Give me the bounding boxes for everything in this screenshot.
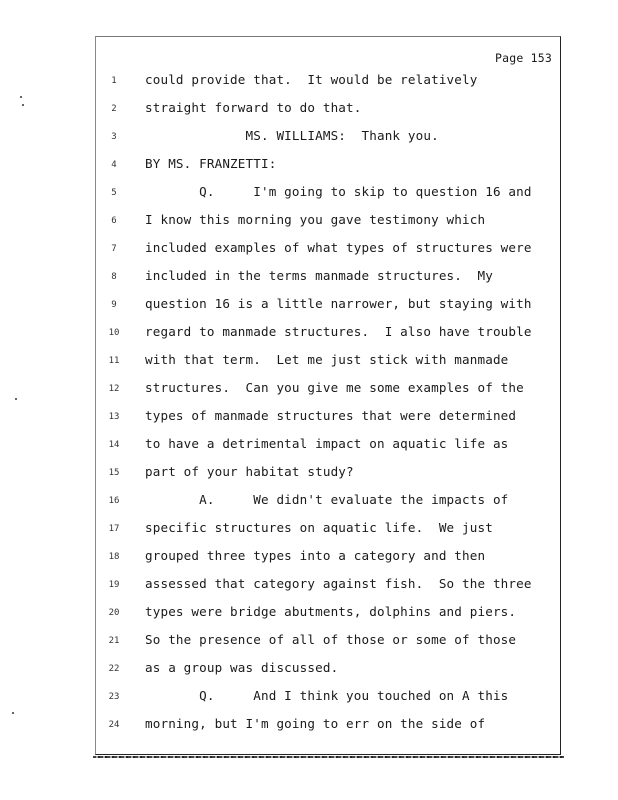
transcript-line bbox=[96, 268, 562, 288]
line-text: Q. And I think you touched on A this bbox=[145, 688, 509, 703]
transcript-line bbox=[96, 604, 562, 624]
scan-speck bbox=[22, 104, 24, 106]
line-number: 16 bbox=[108, 496, 120, 506]
transcript-line bbox=[96, 632, 562, 652]
line-number: 3 bbox=[111, 132, 117, 142]
line-number: 4 bbox=[111, 160, 117, 170]
line-number: 12 bbox=[108, 384, 120, 394]
line-text: included examples of what types of structures were bbox=[145, 240, 532, 255]
line-number: 17 bbox=[108, 524, 120, 534]
transcript-line bbox=[96, 324, 562, 344]
line-text: So the presence of all of those or some of those bbox=[145, 632, 517, 647]
line-number: 20 bbox=[108, 608, 120, 618]
line-text: question 16 is a little narrower, but staying with bbox=[145, 296, 532, 311]
line-number: 6 bbox=[111, 216, 117, 226]
line-text: MS. WILLIAMS: Thank you. bbox=[145, 128, 439, 143]
line-text: part of your habitat study? bbox=[145, 464, 354, 479]
transcript-line bbox=[96, 688, 562, 708]
line-text: structures. Can you give me some examples of the bbox=[145, 380, 524, 395]
line-number: 22 bbox=[108, 664, 120, 674]
transcript-line bbox=[96, 72, 562, 92]
line-number: 5 bbox=[111, 188, 117, 198]
line-text: types were bridge abutments, dolphins and piers. bbox=[145, 604, 517, 619]
line-number: 11 bbox=[108, 356, 120, 366]
line-text: Q. I'm going to skip to question 16 and bbox=[145, 184, 532, 199]
line-text: straight forward to do that. bbox=[145, 100, 362, 115]
line-number: 19 bbox=[108, 580, 120, 590]
line-text: with that term. Let me just stick with manmade bbox=[145, 352, 509, 367]
line-number: 23 bbox=[108, 692, 120, 702]
scan-speck bbox=[20, 96, 22, 98]
line-number: 21 bbox=[108, 636, 120, 646]
scan-speck bbox=[15, 398, 17, 400]
transcript-line bbox=[96, 520, 562, 540]
line-number: 13 bbox=[108, 412, 120, 422]
line-number: 18 bbox=[108, 552, 120, 562]
line-text: to have a detrimental impact on aquatic life as bbox=[145, 436, 509, 451]
transcript-line bbox=[96, 660, 562, 680]
line-text: specific structures on aquatic life. We just bbox=[145, 520, 493, 535]
line-number: 8 bbox=[111, 272, 117, 282]
transcript-line bbox=[96, 156, 562, 176]
page-number: Page 153 bbox=[495, 51, 552, 65]
line-number: 14 bbox=[108, 440, 120, 450]
transcript-page bbox=[95, 36, 561, 755]
transcript-line bbox=[96, 548, 562, 568]
transcript-line bbox=[96, 212, 562, 232]
line-text: types of manmade structures that were determined bbox=[145, 408, 517, 423]
line-text: BY MS. FRANZETTI: bbox=[145, 156, 277, 171]
transcript-line bbox=[96, 128, 562, 148]
line-number: 15 bbox=[108, 468, 120, 478]
line-text: could provide that. It would be relatively bbox=[145, 72, 478, 87]
transcript-line bbox=[96, 184, 562, 204]
transcript-line bbox=[96, 352, 562, 372]
line-number: 10 bbox=[108, 328, 120, 338]
transcript-line bbox=[96, 408, 562, 428]
transcript-line bbox=[96, 576, 562, 596]
line-text: included in the terms manmade structures. My bbox=[145, 268, 493, 283]
line-number: 7 bbox=[111, 244, 117, 254]
transcript-line bbox=[96, 464, 562, 484]
line-number: 2 bbox=[111, 104, 117, 114]
transcript-line bbox=[96, 296, 562, 316]
transcript-line bbox=[96, 716, 562, 736]
line-number: 24 bbox=[108, 720, 120, 730]
transcript-line bbox=[96, 380, 562, 400]
transcript-line bbox=[96, 492, 562, 512]
transcript-line bbox=[96, 240, 562, 260]
line-text: A. We didn't evaluate the impacts of bbox=[145, 492, 509, 507]
transcript-line bbox=[96, 100, 562, 120]
line-text: grouped three types into a category and then bbox=[145, 548, 486, 563]
line-text: regard to manmade structures. I also have trouble bbox=[145, 324, 532, 339]
transcript-line bbox=[96, 436, 562, 456]
line-text: as a group was discussed. bbox=[145, 660, 339, 675]
line-text: I know this morning you gave testimony which bbox=[145, 212, 486, 227]
line-text: morning, but I'm going to err on the side of bbox=[145, 716, 486, 731]
scan-speck bbox=[12, 712, 14, 714]
line-number: 9 bbox=[111, 300, 117, 310]
line-number: 1 bbox=[111, 76, 117, 86]
line-text: assessed that category against fish. So the three bbox=[145, 576, 532, 591]
